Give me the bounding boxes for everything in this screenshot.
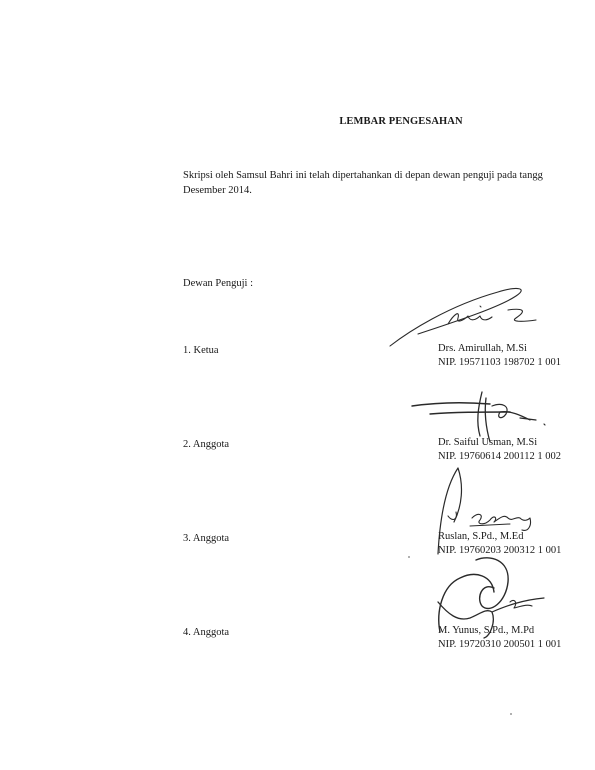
paragraph-line-1: Skripsi oleh Samsul Bahri ini telah dipertahankan di depan dewan penguji pada tangg [183, 170, 543, 181]
signature-1 [388, 284, 548, 350]
examiner-2-role: 2. Anggota [183, 439, 230, 450]
examiner-1-name: Drs. Amirullah, M.Si [438, 343, 527, 354]
examiner-4-nip: NIP. 19720310 200501 1 001 [438, 639, 562, 650]
examiner-3-role: 3. Anggota [183, 533, 230, 544]
committee-heading: Dewan Penguji : [183, 278, 253, 289]
approval-paragraph [183, 168, 595, 198]
examiner-2-name: Dr. Saiful Usman, M.Si [438, 437, 538, 448]
examiner-3-name: Ruslan, S.Pd., M.Ed [438, 531, 524, 542]
scan-speck [408, 556, 410, 558]
examiner-1-nip: NIP. 19571103 198702 1 001 [438, 357, 561, 368]
examiner-2-nip: NIP. 19760614 200112 1 002 [438, 451, 561, 462]
signature-2 [410, 388, 560, 450]
examiner-4-role: 4. Anggota [183, 627, 230, 638]
signature-4 [432, 552, 562, 642]
examiner-4-name: M. Yunus, S.Pd., M.Pd [438, 625, 535, 636]
examiner-1-role: 1. Ketua [183, 345, 219, 356]
examiner-3-nip: NIP. 19760203 200312 1 001 [438, 545, 562, 556]
paragraph-line-2: Desember 2014. [183, 185, 252, 196]
scan-speck [510, 713, 512, 715]
signature-3 [432, 466, 542, 558]
page-title: LEMBAR PENGESAHAN [339, 116, 463, 127]
